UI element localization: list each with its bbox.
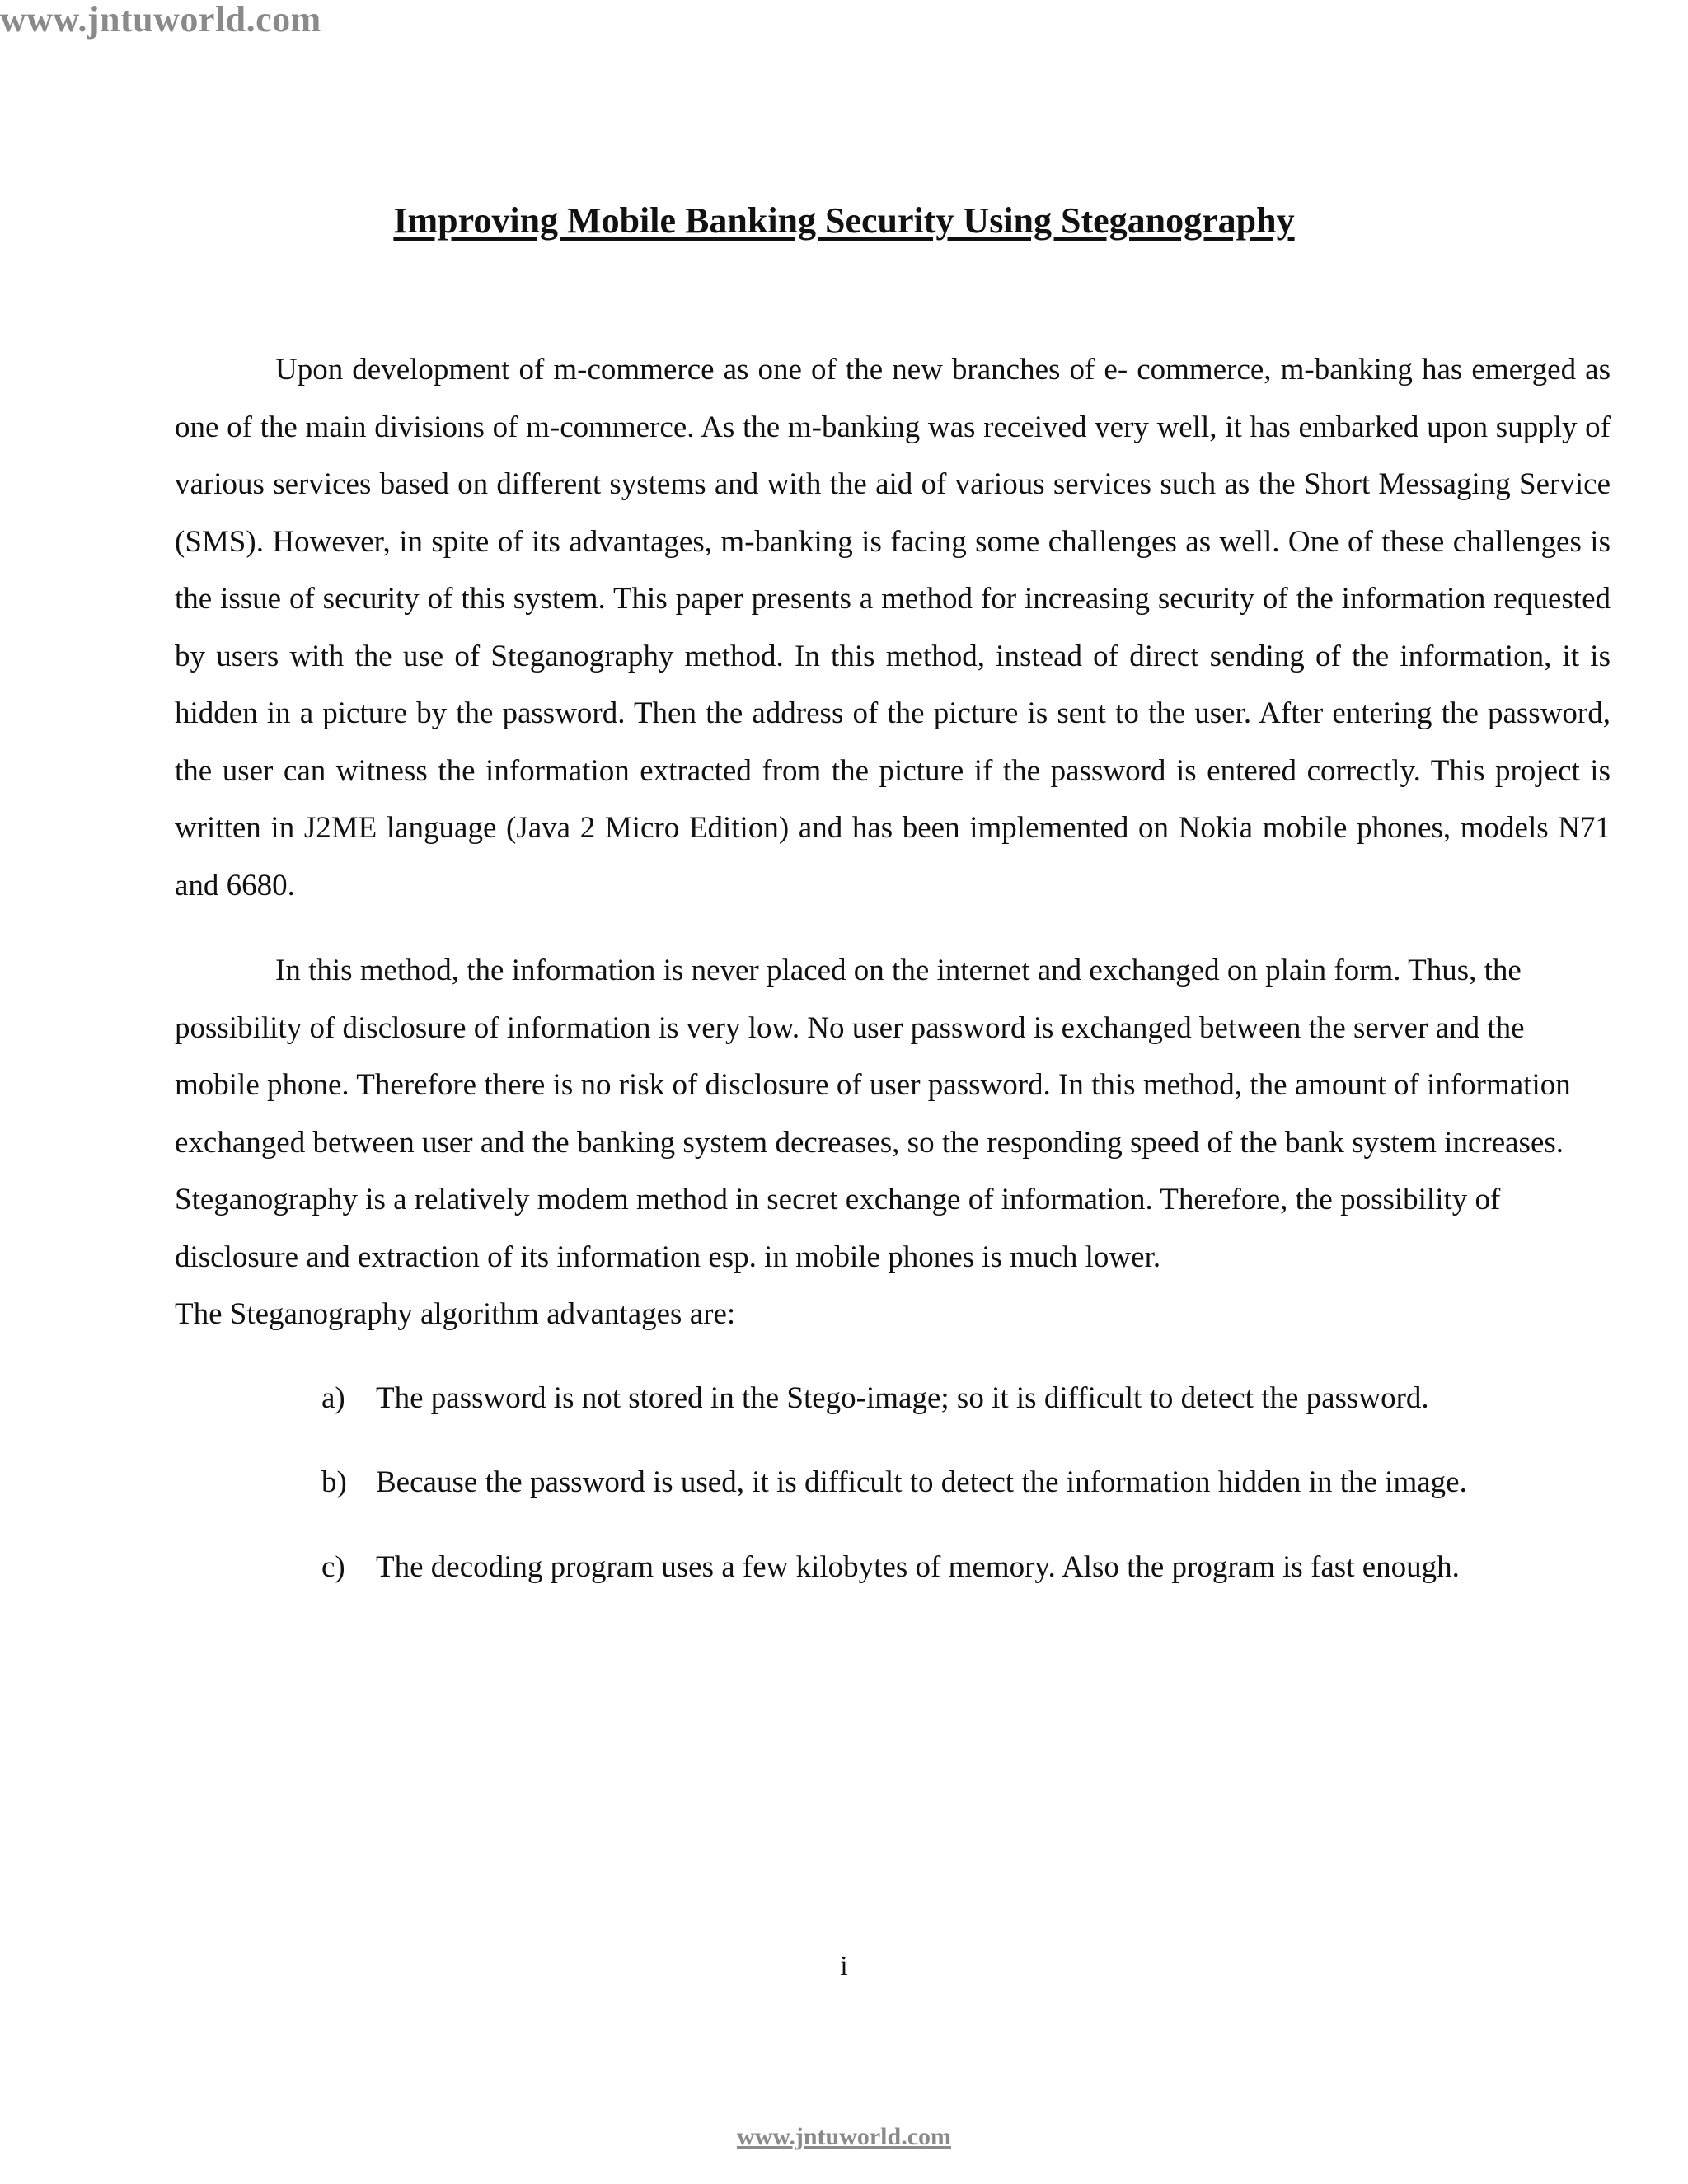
advantages-list [175,1370,1611,1596]
advantage-text: The decoding program uses a few kilobytes of memory. Also the program is fast enough. [376,1549,1460,1584]
abstract-paragraph-1: Upon development of m-commerce as one of the new branches of e- commerce, m-banking has emerged as one of the main divisions of m-commerce. As the m-banking was received very well, it has embarked upon supply of various services based on different systems and with the aid of various services such as the Short Messaging Service (SMS). However, in spite of its advantages, m-banking is facing some challenges as well. One of these challenges is the issue of security of this system. This paper presents a method for increasing security of the information requested by users with the use of Steganography method. In this method, instead of direct sending of the information, it is hidden in a picture by the password. Then the address of the picture is sent to the user. After entering the password, the user can witness the information extracted from the picture if the password is entered correctly. This project is written in J2ME language (Java 2 Micro Edition) and has been implemented on Nokia mobile phones, models N71 and 6680. [175,353,1611,902]
advantage-item-b [321,1454,1611,1511]
watermark-top: www.jntuworld.com [0,0,321,40]
advantage-marker: b) [321,1465,347,1499]
document-title: Improving Mobile Banking Security Using Steganography [393,200,1295,241]
advantage-text: Because the password is used, it is difficult to detect the information hidden in the image. [376,1465,1467,1499]
advantage-text: The password is not stored in the Stego-image; so it is difficult to detect the password. [376,1380,1429,1415]
advantage-marker: c) [321,1549,345,1584]
advantage-item-c [321,1539,1611,1596]
document-body [175,341,1611,1623]
advantages-intro: The Steganography algorithm advantages are: [175,1297,736,1331]
advantage-item-a [321,1370,1611,1427]
abstract-paragraph-2: In this method, the information is never placed on the internet and exchanged on plain form. Thus, the possibility of disclosure of information is very low. No user password is exchanged between the server and the mobile phone. Therefore there is no risk of disclosure of user password. In this method, the amount of information exchanged between user and the banking system decreases, so the responding speed of the bank system increases. Steganography is a relatively modem method in secret exchange of information. Therefore, the possibility of disclosure and extraction of its information esp. in mobile phones is much lower. [175,954,1571,1274]
watermark-bottom: www.jntuworld.com [737,2123,951,2150]
page-number: i [840,1951,848,1981]
advantage-marker: a) [321,1380,345,1415]
